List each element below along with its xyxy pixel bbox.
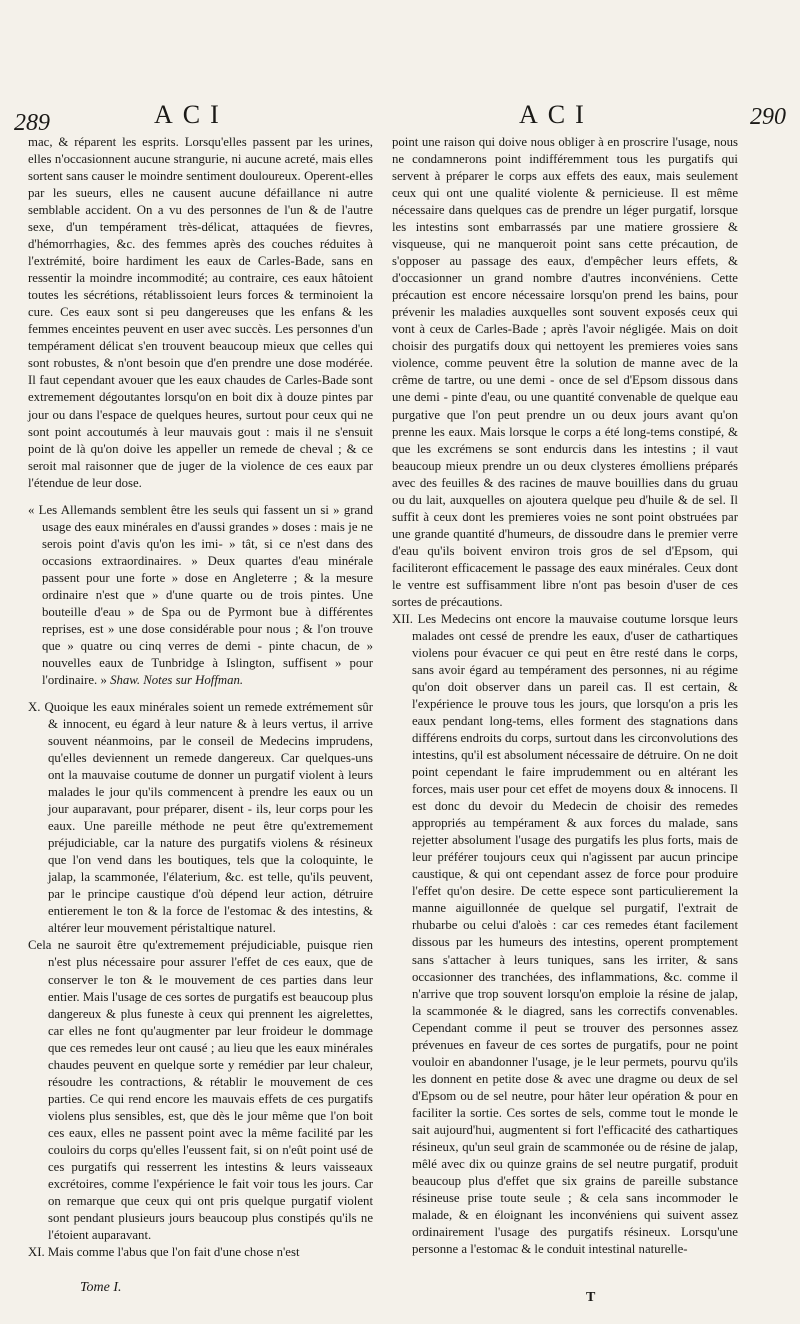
page-number-right: 290 bbox=[750, 104, 786, 130]
section-xi-start: XI. Mais comme l'abus que l'on fait d'une chose n'est bbox=[28, 1245, 300, 1259]
section-xii: XII. Les Medecins ont encore la mauvaise coutume lorsque leurs malades ont cessé de prendre les eaux, d'user de cathartiques violens pour évacuer ce qui peut en être resté dans le corps, sans avoir égard au tempérament des personnes, ni au régime qu'on doit observer dans un pareil cas. Il est certain, & l'expérience le prouve tous les jours, que lorsqu'on a pris les eaux pendant long-tems, elles forment des stagnations dans différens endroits du corps, surtout dans les circonvolutions des intestins, qu'il est absolument nécessaire de détruire. On ne doit point cependant le faire imprudemment ou en altérant les forces, mais user pour cet effet de moyens doux & innocens. Il est donc du devoir du Medecin de choisir des remedes appropriés au tempérament & aux forces du malade, sans rejetter absolument l'usage des purgatifs les plus forts, mais de leur préférer toujours ceux qui n'agissent par aucun principe caustique, & qui ont cependant assez de force pour produire l'effet qu'on desire. De cette espece sont particulierement la manne aiguillonnée de quelque sel purgatif, l'extrait de rhubarbe ou celui d'aloès : car ces remedes étant facilement dissous par les humeurs des intestins, operent promptement sans s'attacher à leurs tuniques, sans les irriter, & sans occasionner des tranchées, des inflammations, &c. comme il n'arrive que trop souvent lorsqu'on emploie la résine de jalap, la scammonée & le diagred, sans les correctifs convenables. Cependant comme il peut se trouver des personnes assez prévenues en faveur de ces sortes de purgatifs, pour ne point vouloir en abandonner l'usage, je le leur permets, pourvu qu'ils les donnent en petite dose & avec une dragme ou deux de sel d'Epsom ou de sel neutre, pour hâter leur opération & pour en faciliter la sortie. Ces sortes de sels, comme tout le monde le sait aujourd'hui, augmentent si fort l'efficacité des cathartiques résineux, qu'un seul grain de scammonée ou de résine de jalap, mêlé avec dix ou quinze grains de sel neutre purgatif, produit beaucoup plus d'effet que six grains de pareille substance résineuse prise toute seule ; & cela sans incommoder le malade, & en éloignant les inconvéniens qui suivent assez ordinairement l'usage des purgatifs résineux. Lorsqu'une personne a l'estomac & le conduit intestinal naturelle- bbox=[392, 611, 738, 1257]
quotation-shaw bbox=[28, 502, 373, 689]
running-title-right: ACI bbox=[519, 100, 594, 129]
paragraph-purgatifs: point une raison qui doive nous obliger à en proscrire l'usage, nous ne condamnerons point indifféremment tous les purgatifs qui servent à préparer le corps aux effets des eaux, mais seulement ceux qui ont une qualité violente & pernicieuse. Il est même nécessaire dans quelques cas de prendre un léger purgatif, lorsque les intestins sont embarrassés par une matiere grossiere & visqueuse, qui ne manqueroit point sans cette précaution, de s'opposer au passage des eaux, d'empêcher leurs effets, & d'occasionner un grand nombre d'autres inconvéniens. Cette précaution est encore nécessaire lorsqu'on prend les bains, pour prévenir les maladies auxquelles sont souvent exposés ceux qui vont à ceux de Carles-Bade ; après l'avoir négligée. Mais on doit choisir des purgatifs doux qui nettoyent les premieres voies sans violence, comme peuvent être la solution de manne avec de la crême de tartre, ou une demi - once de sel d'Epsom dissous dans une demi - pinte d'eau, ou une quantité convenable de quelque eau purgative que l'on peut prendre un ou deux jours avant qu'on prenne les eaux. Mais lorsque le corps a été long-tems constipé, & que les excrémens se sont endurcis dans les intestins ; il vaut beaucoup mieux prendre un ou deux clysteres émolliens préparés avec des feuilles & des racines de mauve bouillies dans du gruau ou du lait, auxquelles on ajoutera quelque peu d'huile & de sel. Il suffit à ceux dont les premieres voies ne sont point obstruées par une grande quantité d'humeurs, de dissoudre dans le premier verre d'eau qu'ils boivent environ trois gros de sel d'Epsom, qui faciliteront efficacement le passage des eaux minérales. Ceux dont le ventre est suffisamment libre n'ont pas besoin d'user de ces sortes de précautions. bbox=[392, 135, 738, 609]
paragraph-cela: Cela ne sauroit être qu'extremement préjudiciable, puisque rien n'est plus nécessaire pour assurer l'effet de ces eaux, que de conserver le ton & le mouvement de ces parties dans leur entier. Mais l'usage de ces sortes de purgatifs est beaucoup plus dangereux & plus funeste à ceux qui prennent les aigrelettes, car elles ne font qu'augmenter par leur froideur le dommage que ces remedes leur ont causé ; au lieu que les eaux minérales chaudes peuvent en quelque sorte y remédier par leur chaleur, résoudre les contractions, & rétablir le mouvement de ces parties. Ce qui rend encore les mauvais effets de ces purgatifs violens plus sensibles, est, que dès le jour même que l'on boit ces eaux, elles ne passent point avec la même facilité par les couloirs du corps qu'elles l'eussent fait, si on n'eût point usé de ces purgatifs qui resserrent les intestins & leurs vaisseaux excrétoires, comme l'expérience le fait voir tous les jours. Car on remarque que ceux qui ont pris quelque purgatif violent sont pendant plusieurs jours beaucoup plus constipés qu'ils ne l'étoient auparavant. bbox=[28, 938, 373, 1242]
paragraph-eaux-effets: mac, & réparent les esprits. Lorsqu'elles passent par les urines, elles n'occasionnent aucune strangurie, ni aucune acreté, mais elles sortent sans causer le moindre sentiment douloureux. Operent-elles par les sueurs, elles ne causent aucune défaillance ni autre semblable accident. On a vu des personnes de l'un & de l'autre sexe, d'un tempérament très-délicat, attaquées de fievres, d'hémorrhagies, &c. des femmes après des couches réduites à l'extrémité, boire hardiment les eaux de Carles-Bade, sans en ressentir la moindre incommodité; au contraire, ces eaux hâtoient toutes les sécrétions, rétablissoient leurs forces & terminoient la cure. Ces eaux sont si peu dangereuses que les enfans & les femmes enceintes peuvent en user avec succès. Les personnes d'un tempérament délicat s'en trouvent beaucoup mieux que celles qui sont robustes, & n'ont besoin que d'en prendre une dose modérée. Il faut cependant avouer que les eaux chaudes de Carles-Bade sont extremement dégoutantes lorsqu'on en boit dix à douze pintes par jour ou dans l'espace de quelques heures, surtout pour ceux qui ne sont point accoutumés à leur mauvais gout : mais il ne s'ensuit point de là qu'on doive les appeller un remede de cheval ; & ce seroit mal raisonner que de juger de la violence de ces eaux par l'étendue de leur dose. bbox=[28, 135, 373, 490]
section-x: X. Quoique les eaux minérales soient un remede extrémement sûr & innocent, eu égard à leur nature & à leurs vertus, il arrive souvent néanmoins, par le conseil de Medecins imprudens, qu'elles deviennent un remede dangereux. Car quelques-uns ont la mauvaise coutume de donner un purgatif violent à leurs malades le jour qu'ils commencent à prendre les eaux ou un jour auparavant, pour préparer, disent - ils, leur corps pour les eaux. Une pareille méthode ne peut être qu'extremement préjudiciable, car la nature des purgatifs violens & résineux que l'on vend dans les boutiques, tels que la coloquinte, le jalap, la scammonée, l'élaterium, &c. est telle, qu'ils peuvent, par le principe caustique d'où dépend leur action, détruire entierement le ton & la force de l'estomac & des intestins, & altérer leur mouvement péristaltique naturel. bbox=[28, 700, 373, 936]
signature-mark: T bbox=[586, 1290, 596, 1305]
volume-footer: Tome I. bbox=[80, 1280, 122, 1295]
running-title-left: ACI bbox=[154, 100, 229, 129]
quotation-citation: Shaw. Notes sur Hoffman. bbox=[110, 672, 244, 687]
quotation-text: « Les Allemands semblent être les seuls qui fassent un si » grand usage des eaux minérales en d'aussi grandes » doses : mais je ne serois point d'avis qu'on les imi- » tât, si ce n'est dans des occasions extraordinaires. » Deux quartes d'eau minérale passent pour une forte » dose en Angleterre ; & la mesure ordinaire n'est que » d'une quarte ou de trois pintes. Une bouteille d'eau » de Spa ou de Pyrmont bue à différentes reprises, est » une dose considérable pour nous ; & l'on trouve que » quatre ou cinq verres de demi - pinte chacun, de » nouvelles eaux de Tunbridge à Islington, suffisent » pour l'ordinaire. » bbox=[28, 502, 373, 687]
left-column bbox=[28, 134, 373, 1261]
right-column bbox=[392, 134, 738, 1258]
page-number-left: 289 bbox=[14, 110, 50, 136]
